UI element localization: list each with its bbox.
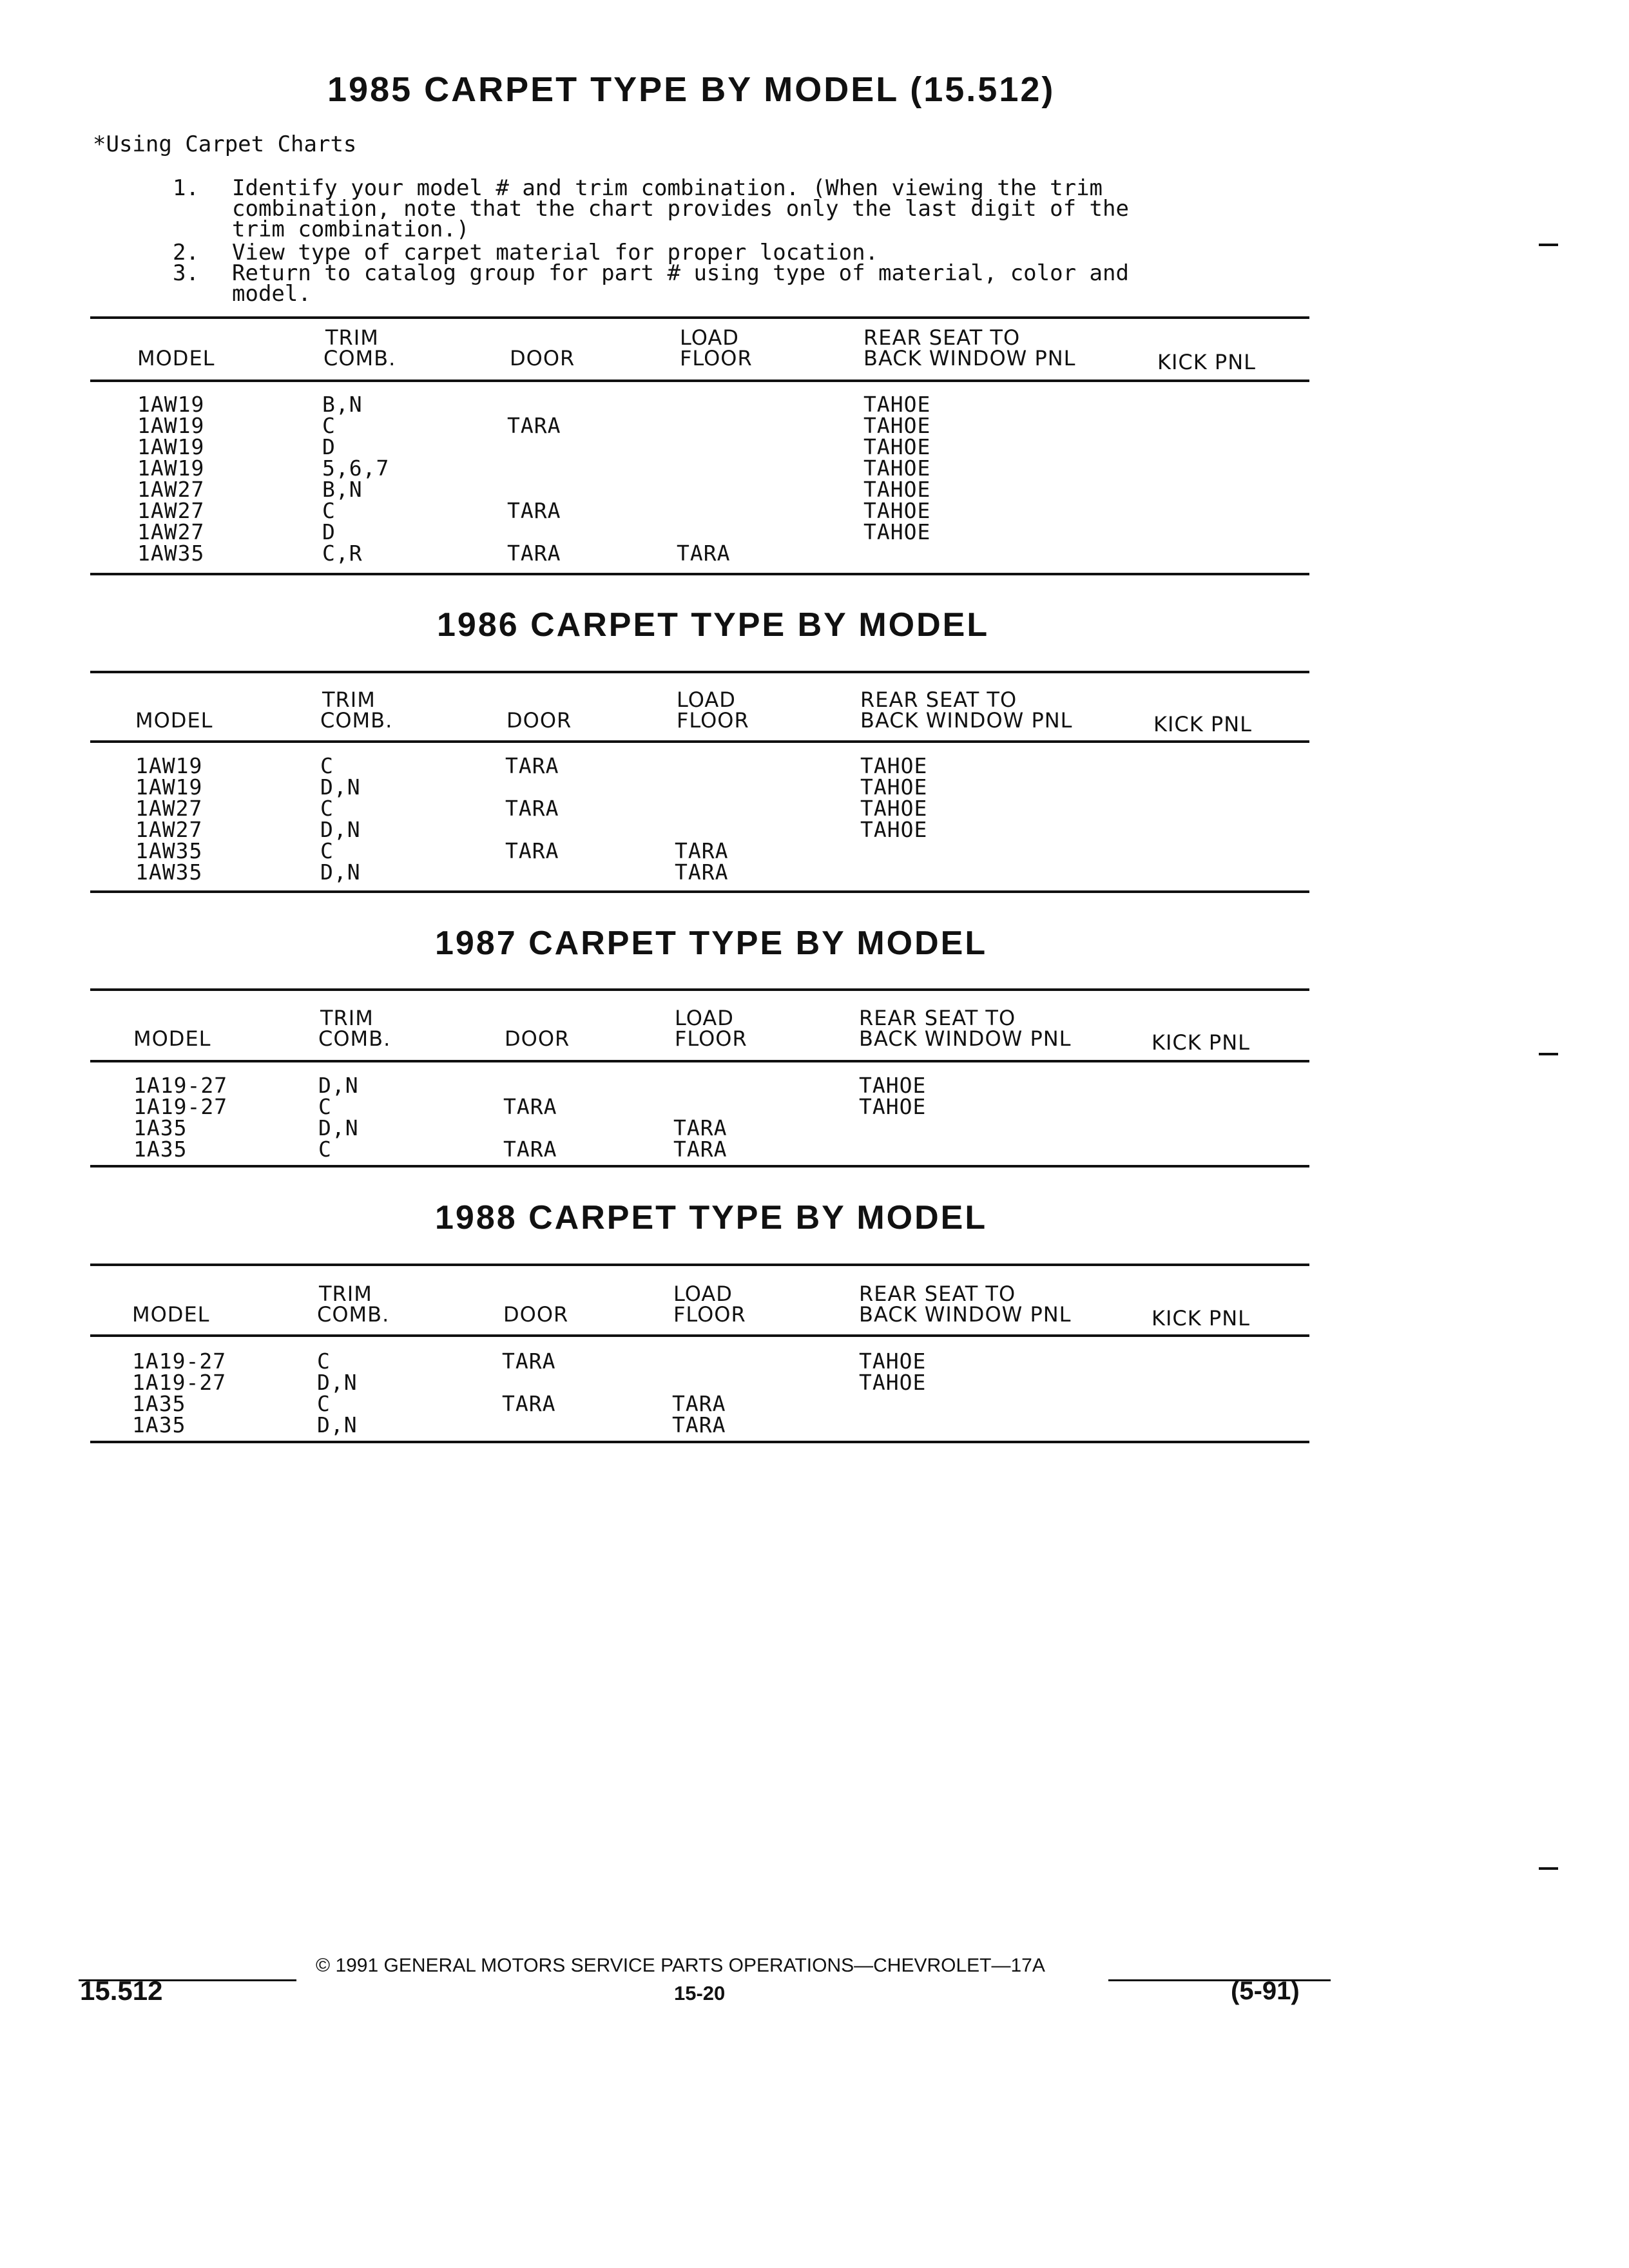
col-trim-header: TRIM [325,325,379,350]
margin-mark [1539,244,1558,246]
page-title: 1985 CARPET TYPE BY MODEL (15.512) [327,70,1055,109]
col-load-header-2: FLOOR [673,1302,746,1327]
section-title-1988: 1988 CARPET TYPE BY MODEL [435,1199,988,1236]
table-1986-header-rule [90,740,1309,743]
table-1985-bottom-rule [90,573,1309,575]
table-row: 1A19-27 C TARA TAHOE [133,1094,927,1119]
col-trim-header-2: COMB. [317,1302,390,1327]
revision-date: (5-91) [1231,1977,1300,2005]
table-1988-top-rule [90,1264,1309,1266]
col-trim-header-2: COMB. [320,708,393,733]
table-1985-body [0,394,1629,564]
col-model-header: MODEL [135,708,213,733]
table-row: 1A19-27 D,N TAHOE [132,1370,927,1395]
col-rear-header-2: BACK WINDOW PNL [863,346,1076,370]
document-page: 1985 CARPET TYPE BY MODEL (15.512) *Using Carpet Charts 1. Identify your model # and trim combination. (When viewing the trim combination, note that the chart provides only the last digit of the trim combination.) 2. View type of carpet material for proper location. 3. Return to catalog group for part # using type of material, color and model. TRIM LOAD REAR SEAT TO MODEL COMB. DOOR FLOOR BACK WINDOW PNL KICK PNL 1AW19 B,N TAHOE 1AW19 C TARA TAHOE 1AW19 D TAHOE 1AW19 5,6,7 TAHOE 1AW27 B,N TAHOE 1AW27 C TARA TAHOE 1AW27 D TAHOE 1AW35 C,R TARA TARA 1986 CARPET TYPE BY MODEL TRIM LOAD REAR SEAT TO MODEL COMB. DOOR FLOOR BACK WINDOW PNL KICK PNL 1AW19 C TARA TAHOE 1AW19 D,N TAHOE 1AW27 C TARA TAHOE 1AW27 D,N TAHOE 1AW35 C TARA TARA 1AW35 D,N TARA 1987 CARPET TYPE BY MODEL TRIM LOAD REAR SEAT TO MODEL COMB. DOOR FLOOR BACK WINDOW PNL KICK PNL 1A19-27 D,N TAHOE 1A19-27 C TARA TAHOE 1A35 D,N TARA 1A35 C TARA TARA 1988 CARPET TYPE BY MODEL TRIM LOAD REAR SEAT TO MODEL COMB. DOOR FLOOR BACK WINDOW PNL KICK PNL 1A19-27 C TARA TAHOE 1A19-27 D,N TAHOE 1A35 C TARA TARA 1A35 D,N TARA © 1991 GENERAL MOTORS SERVICE PARTS OPERATIONS—CHEVROLET—17A 15.512 15-20 (5-91) [0,0,1629,2268]
table-row: 1AW27 B,N TAHOE [137,477,931,502]
col-trim-header-2: COMB. [323,346,396,370]
table-row: 1AW35 C,R TARA TARA [137,541,731,566]
table-1985-header-rule [90,380,1309,382]
table-row: 1A35 D,N TARA [132,1412,726,1437]
page-number: 15-20 [674,1982,726,2004]
margin-mark [1539,1053,1558,1055]
table-row: 1AW27 D,N TAHOE [135,817,928,842]
table-row: 1A19-27 D,N TAHOE [133,1073,927,1098]
col-load-header: LOAD [680,325,739,350]
table-1987-top-rule [90,988,1309,991]
table-row: 1AW19 D,N TAHOE [135,774,928,800]
table-row: 1A35 C TARA TARA [132,1391,726,1416]
col-load-header: LOAD [673,1282,733,1306]
col-model-header: MODEL [132,1302,210,1327]
table-row: 1AW27 C TARA TAHOE [135,796,928,821]
table-row: 1AW19 5,6,7 TAHOE [137,456,931,481]
section-code: 15.512 [80,1975,163,2006]
col-model-header: MODEL [137,346,215,370]
col-trim-header: TRIM [322,687,376,712]
col-kick-header: KICK PNL [1152,1030,1250,1055]
table-1987-body [0,1075,1629,1160]
table-row: 1AW19 D TAHOE [137,434,931,459]
table-1988-bottom-rule [90,1441,1309,1443]
col-rear-header: REAR SEAT TO [859,1006,1016,1030]
col-load-header: LOAD [677,687,736,712]
table-1987-bottom-rule [90,1165,1309,1168]
col-load-header: LOAD [675,1006,734,1030]
table-row: 1AW27 C TARA TAHOE [137,498,931,523]
usage-note: *Using Carpet Charts [93,131,357,157]
col-rear-header: REAR SEAT TO [859,1282,1016,1306]
col-door-header: DOOR [510,346,575,370]
table-1988-body [0,1350,1629,1436]
table-1987-header-rule [90,1060,1309,1062]
table-1988-header-rule [90,1334,1309,1337]
col-door-header: DOOR [506,708,572,733]
table-1986-top-rule [90,671,1309,673]
table-row: 1AW35 C TARA TARA [135,838,729,863]
section-title-1987: 1987 CARPET TYPE BY MODEL [435,925,988,962]
col-kick-header: KICK PNL [1153,712,1252,736]
col-trim-header-2: COMB. [318,1026,391,1051]
col-trim-header: TRIM [319,1282,372,1306]
table-1986-bottom-rule [90,890,1309,893]
table-row: 1A35 D,N TARA [133,1115,728,1140]
table-row: 1AW35 D,N TARA [135,860,729,885]
col-model-header: MODEL [133,1026,211,1051]
table-row: 1AW19 C TARA TAHOE [137,413,931,438]
col-load-header-2: FLOOR [675,1026,747,1051]
col-rear-header: REAR SEAT TO [863,325,1021,350]
col-kick-header: KICK PNL [1157,350,1256,374]
margin-mark [1539,1867,1558,1870]
col-rear-header-2: BACK WINDOW PNL [859,1302,1072,1327]
col-trim-header: TRIM [320,1006,374,1030]
col-load-header-2: FLOOR [677,708,749,733]
col-rear-header-2: BACK WINDOW PNL [859,1026,1072,1051]
col-kick-header: KICK PNL [1152,1306,1250,1331]
table-row: 1AW19 B,N TAHOE [137,392,931,417]
copyright-line: © 1991 GENERAL MOTORS SERVICE PARTS OPERATIONS—CHEVROLET—17A [316,1955,1045,1976]
col-rear-header: REAR SEAT TO [860,687,1017,712]
col-door-header: DOOR [503,1302,569,1327]
col-load-header-2: FLOOR [680,346,753,370]
table-row: 1A35 C TARA TARA [133,1137,728,1162]
col-rear-header-2: BACK WINDOW PNL [860,708,1073,733]
table-row: 1A19-27 C TARA TAHOE [132,1349,927,1374]
table-1985-top-rule [90,316,1309,319]
table-row: 1AW19 C TARA TAHOE [135,753,928,778]
table-1986-body [0,755,1629,883]
section-title-1986: 1986 CARPET TYPE BY MODEL [437,606,990,644]
table-row: 1AW27 D TAHOE [137,519,931,544]
col-door-header: DOOR [505,1026,570,1051]
